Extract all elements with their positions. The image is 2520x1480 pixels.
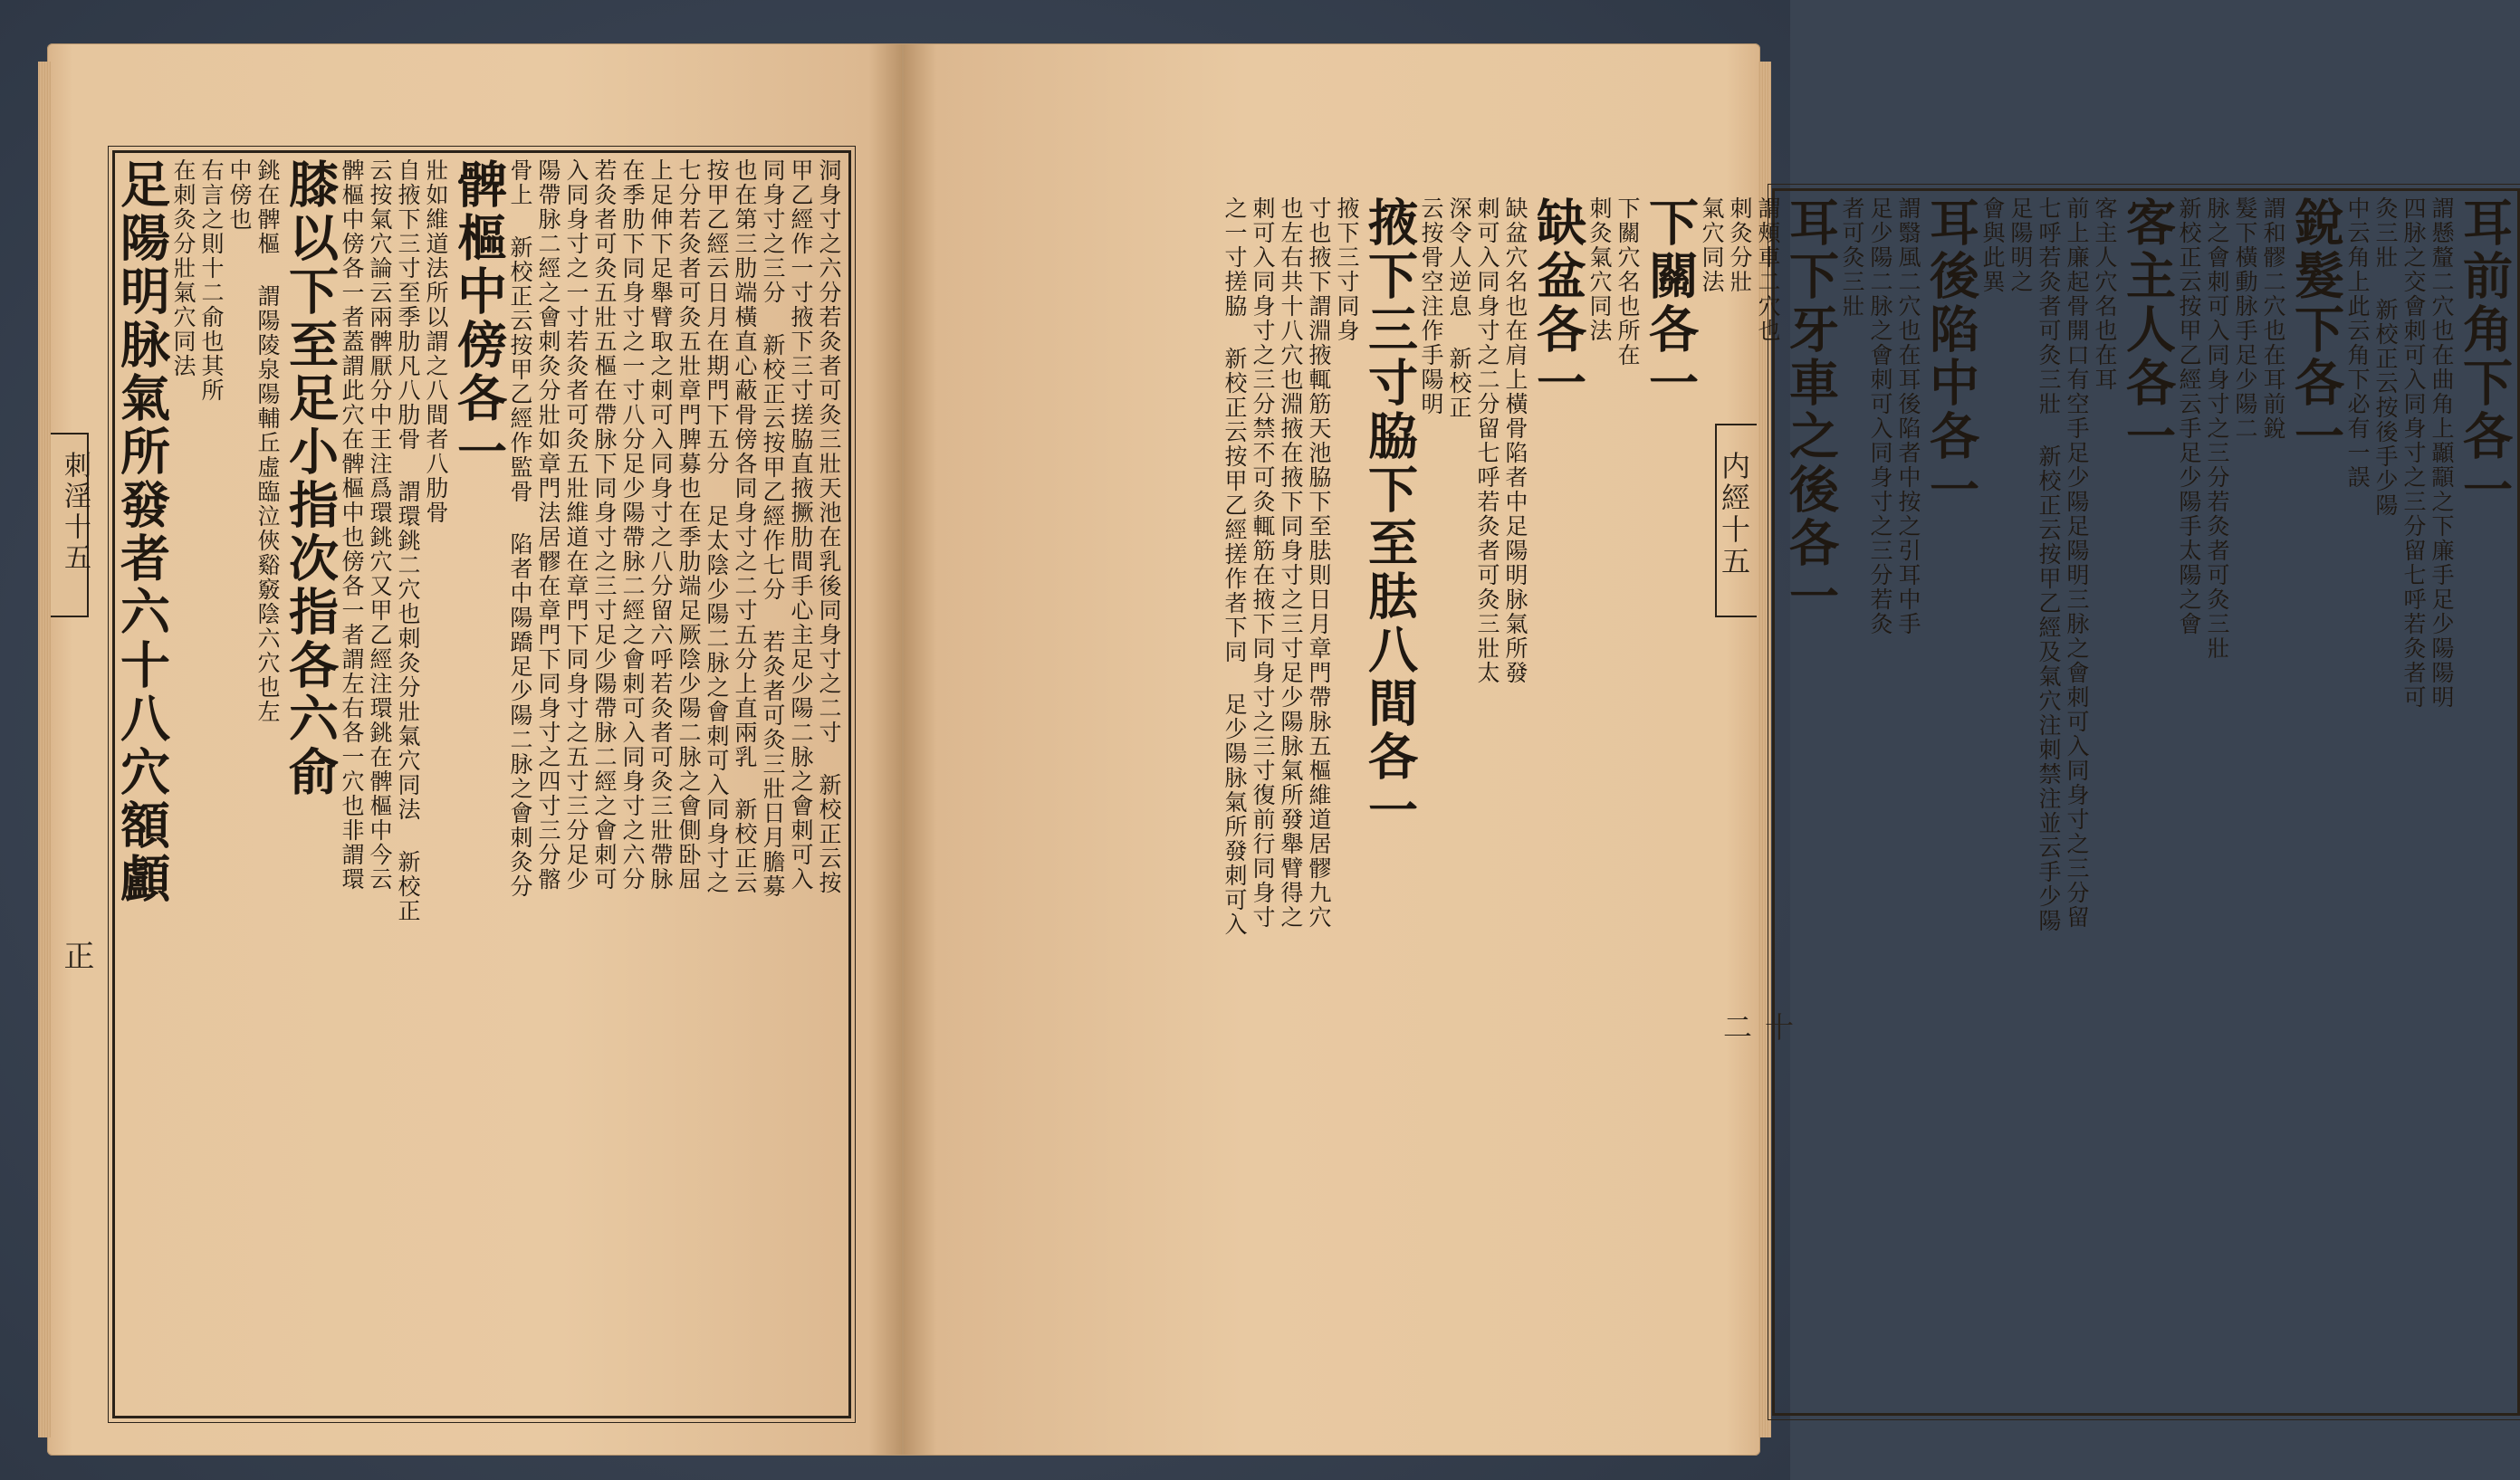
heading-column: 髀樞中傍各一 [449,158,508,479]
right-page [903,43,2514,1456]
text-column: 洞身寸之六分若灸者可灸三壯天池在乳後同身寸之二寸 新校正云按 [816,158,842,895]
text-column: 銚在髀樞 謂陽陵泉陽輔丘虛臨泣俠谿竅陰六穴也左 [254,158,281,724]
text-column: 按甲乙經云日月在期門下五分 足太陰少陽二脉之會刺可入同身寸之 [704,158,730,895]
heading-column: 耳前角下各一 [2455,196,2514,517]
left-folio-tab [51,433,89,617]
text-column: 在刺灸分壯氣穴同法 [170,158,196,378]
text-column: 會與此異 [1979,196,2006,294]
text-column: 謂和髎二穴也在耳前銳 [2260,196,2286,441]
text-column: 寸也掖下謂淵掖輒筋天池脇下至胠則日月章門帶脉五樞維道居髎九穴 [1306,196,1332,930]
text-column: 缺盆穴名也在肩上橫骨陷者中足陽明脉氣所發 [1502,196,1528,685]
text-column: 中云角上此云角下必有一誤 [2344,196,2371,490]
text-column: 同身寸之三分 新校正云按甲乙經作七分 若灸者可灸三壯日月膽募 [760,158,786,899]
heading-column: 缺盆各一 [1528,196,1587,410]
open-book [47,43,2514,1456]
text-column: 七呼若灸者可灸三壯 新校正云按甲乙經及氣穴注刺禁注並云手少陽 [2036,196,2062,933]
text-column: 謂翳風二穴也在耳後陷者中按之引耳中手 [1895,196,1921,636]
text-column: 足少陽二脉之會刺可入同身寸之三分若灸 [1867,196,1893,636]
text-column: 七分若灸者可灸五壯章門脾募也在季肋端足厥陰少陽二脉之會側卧屈 [676,158,702,892]
text-column: 髀樞中傍各一者蓋謂此穴在髀樞中也傍各一者謂左右各一穴也非謂環 [339,158,365,892]
text-column: 氣穴同法 [1699,196,1725,294]
text-column: 上足伸下足舉臂取之刺可入同身寸之八分留六呼若灸者可灸三壯帶脉 [647,158,674,892]
left-columns [112,158,843,1410]
text-column: 掖下三寸同身 [1334,196,1360,343]
text-column: 刺灸氣穴同法 [1586,196,1613,343]
heading-column: 銳髮下各一 [2286,196,2345,463]
heading-column: 足陽明脉氣所發者六十八穴額顱 [112,158,171,906]
heading-column: 膝以下至足小指次指各六俞 [281,158,340,799]
left-text-frame [112,150,851,1418]
text-column: 自掖下三寸至季肋凡八肋骨 謂環銚二穴也刺灸分壯氣穴同法 新校正 [395,158,421,923]
text-column: 也左右共十八穴也淵掖在掖下同身寸之三寸足少陽脉氣所發舉臂得之 [1278,196,1304,930]
text-column: 云按骨空注作手陽明 [1418,196,1444,416]
text-column: 深令人逆息 新校正 [1446,196,1472,420]
text-column: 新校正云按甲乙經云手足少陽手太陽之會 [2176,196,2202,636]
text-column: 之一寸搓脇 新校正云按甲乙經搓作者下同 足少陽脉氣所發刺可入 [1222,196,1248,937]
heading-column: 客主人各一 [2118,196,2177,463]
text-column: 若灸者可灸五壯五樞在帶脉下同身寸之三寸足少陽帶脉二經之會刺可 [591,158,618,892]
text-column: 云按氣穴論云兩髀厭分中王注爲環銚穴又甲乙經注環銚在髀樞中今云 [367,158,393,892]
text-column: 前上廉起骨開口有空手足少陽足陽明三脉之會刺可入同身寸之三分留 [2064,196,2090,930]
text-column: 客主人穴名也在耳 [2092,196,2118,392]
text-column: 下關穴名也所在 [1615,196,1641,368]
text-column: 甲乙經作一寸掖下三寸搓脇直掖撅肋間手心主足少陽二脉之會刺可入 [788,158,814,892]
text-column: 在季肋下同身寸之一寸八分足少陽帶脉二經之會刺可入同身寸之六分 [619,158,646,892]
left-page-edge [38,62,51,1437]
text-column: 中傍也 [226,158,253,232]
right-side-title: 内經十五 [1717,451,1751,578]
text-column: 入同身寸之一寸若灸者可灸五壯維道在章門下同身寸之五寸三分足少 [563,158,589,892]
text-column: 刺可入同身寸之三分禁不可灸輒筋在掖下同身寸之三寸復前行同身寸 [1250,196,1276,930]
left-page [47,43,903,1456]
text-column: 灸三壯 新校正云按後手少陽 [2372,196,2399,518]
text-column: 謂頰車二穴也 [1755,196,1781,343]
text-column: 四脉之交會刺可入同身寸之三分留七呼若灸者可 [2400,196,2427,710]
text-column: 謂懸釐二穴也在曲角上顳顬之下廉手足少陽陽明 [2429,196,2455,710]
text-column: 者可灸三壯 [1839,196,1865,319]
text-column: 髮下橫動脉手足少陽二 [2232,196,2258,441]
text-column: 脉之會刺可入同身寸之三分若灸者可灸三壯 [2204,196,2230,661]
heading-column: 耳下牙車之後各一 [1781,196,1840,624]
text-column: 足陽明之 [2007,196,2034,294]
heading-column: 掖下三寸脇下至胠八間各一 [1360,196,1419,837]
text-column: 右言之則十二俞也其所 [198,158,225,403]
text-column: 陽帶脉二經之會刺灸分壯如章門法居髎在章門下同身寸之四寸三分髂 [535,158,561,892]
left-side-mark: 正 [58,940,94,970]
heading-column: 耳後陷中各一 [1921,196,1980,517]
text-column: 壯如維道法所以謂之八間者八肋骨 [423,158,449,525]
text-column: 刺灸分壯 [1727,196,1753,294]
right-page-mark: 十二 [1719,1012,1795,1041]
left-tab-label: 刺淫十五 [59,451,91,574]
heading-column: 下關各一 [1641,196,1700,410]
text-column: 也在第三肋端橫直心蔽骨傍各同身寸之二寸五分上直兩乳 新校正云 [732,158,758,895]
text-column: 骨上 新校正云按甲乙經作監骨 陷者中陽蹻足少陽二脉之會刺灸分 [507,158,533,899]
text-column: 刺可入同身寸之二分留七呼若灸者可灸三壯太 [1474,196,1500,685]
